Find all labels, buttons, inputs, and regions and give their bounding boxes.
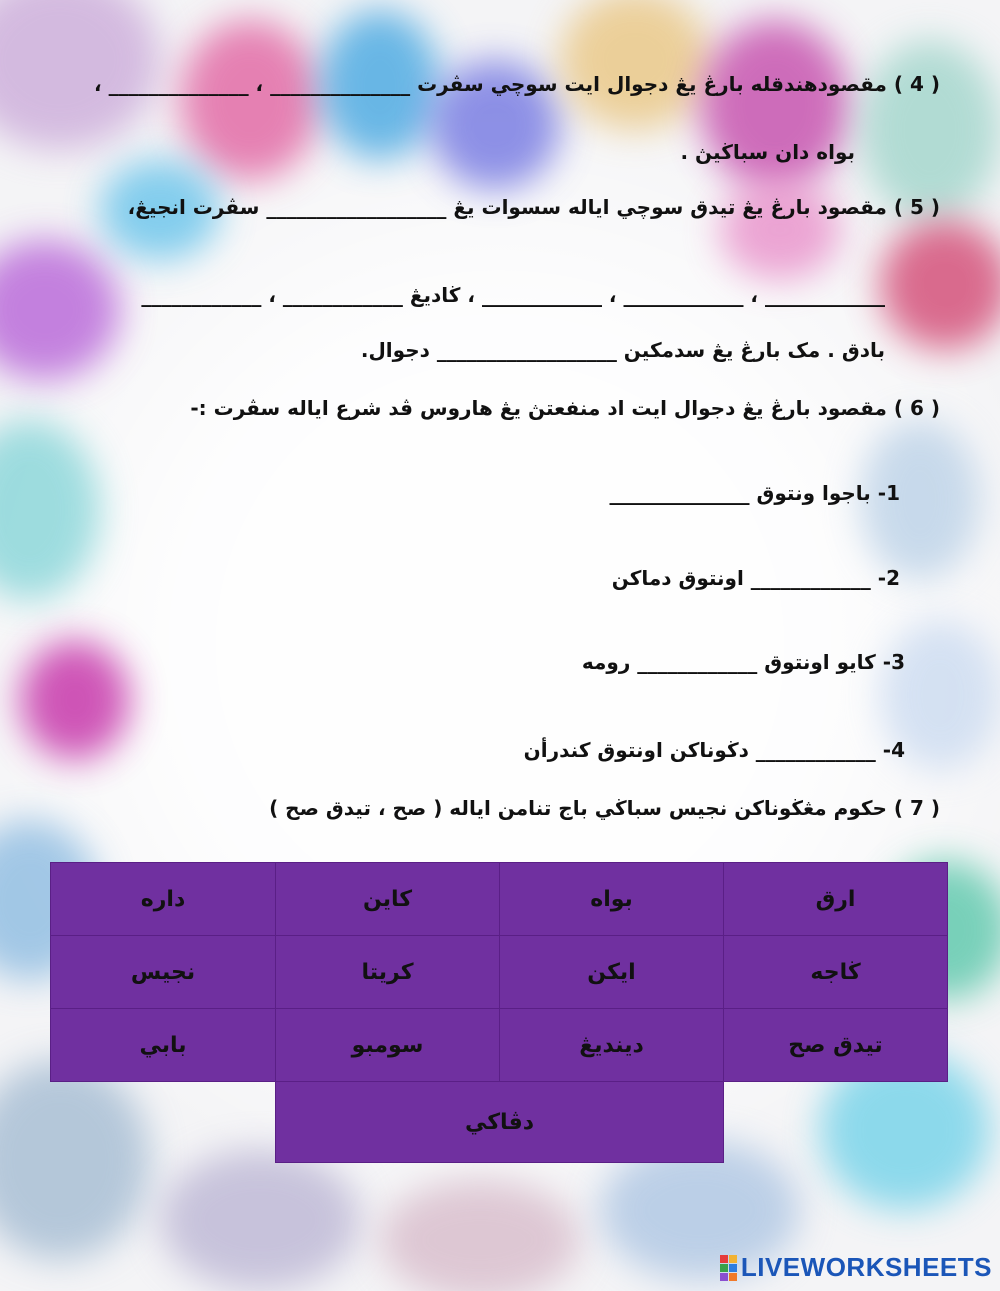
q6-item4: 4- ____________ دڬوناكن اونتوق كندرأن <box>523 738 905 762</box>
word-card[interactable]: نجيس <box>50 935 276 1009</box>
q5-line2: ____________ ، ____________ ، ____________ ، ڬاديڠ ____________ ، ____________ <box>141 283 885 307</box>
word-card[interactable]: بواه <box>499 862 724 936</box>
word-card[interactable]: ايكن <box>499 935 724 1009</box>
word-card[interactable]: سومبو <box>275 1008 500 1082</box>
brand-text: LIVEWORKSHEETS <box>740 1252 992 1282</box>
word-card[interactable]: دينديڠ <box>499 1008 724 1082</box>
word-card[interactable]: دڤاكي <box>275 1081 724 1163</box>
word-card[interactable]: كاين <box>275 862 500 936</box>
word-card[interactable]: بابي <box>50 1008 276 1082</box>
word-card[interactable]: ڬاجه <box>723 935 948 1009</box>
q7-line1: ( 7 ) حكوم مڠڬوناكن نجيس سباڬي باج تنامن اياله ( صح ، تيدق صح ) <box>269 796 940 820</box>
q6-line1: ( 6 ) مقصود بارڠ يڠ دجوال ايت اد منفعتڽ يڠ هاروس ڤد شرع اياله سڤرت :- <box>190 396 940 420</box>
q5-line3: بادق . مک بارڠ يڠ سدمكين __________________ دجوال. <box>360 338 885 362</box>
liveworksheets-icon <box>720 1255 737 1281</box>
liveworksheets-logo <box>720 1252 992 1283</box>
word-card[interactable]: ارق <box>723 862 948 936</box>
word-card[interactable]: داره <box>50 862 276 936</box>
q5-line1: ( 5 ) مقصود بارڠ يڠ تيدق سوچي اياله سسوات يڠ __________________ سڤرت انجيڠ، <box>127 195 940 219</box>
q6-item3: 3- كايو اونتوق ____________ رومه <box>581 650 905 674</box>
q6-item1: 1- باجوا ونتوق ______________ <box>609 481 900 505</box>
word-card[interactable]: تيدق صح <box>723 1008 948 1082</box>
q4-line1: ( 4 ) مقصودهندقله بارڠ يڠ دجوال ايت سوچي سڤرت ______________ ، ______________ ، <box>94 72 940 96</box>
q6-item2: 2- ____________ اونتوق دماكن <box>611 566 900 590</box>
q4-line2: بواه دان سباڬيڽ . <box>680 140 855 164</box>
word-card[interactable]: كريتا <box>275 935 500 1009</box>
